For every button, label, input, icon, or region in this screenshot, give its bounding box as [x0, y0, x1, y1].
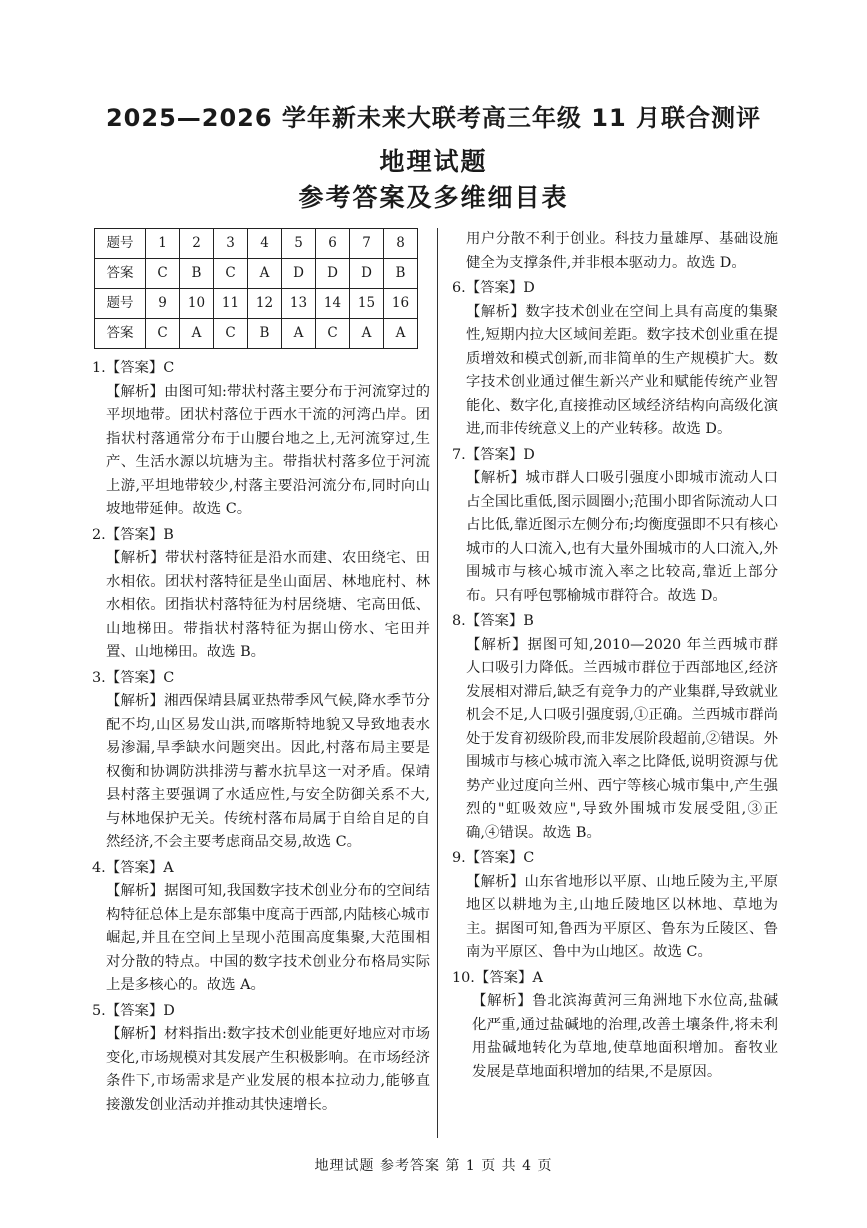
right-answer-list: [452, 277, 778, 1084]
answer-cell: 12: [248, 289, 282, 319]
answer-cell: 10: [180, 289, 214, 319]
answer-label: 6.【答案】D: [452, 280, 535, 296]
analysis-text: 【解析】湘西保靖县属亚热带季风气候,降水季节分配不均,山区易发山洪,而喀斯特地貌又导致地表水易渗漏,旱季缺水问题突出。因此,村落布局主要是权衡和协调防洪排涝与蓄水抗旱这一对矛盾。保靖县村落主要强调了水适应性,与安全防御关系不大,与林地保护无关。传统村落布局属于自给自足的自然经济,不会主要考虑商品交易,故选 C。: [106, 693, 430, 850]
answer-table-row: [95, 229, 418, 259]
analysis-text: 【解析】带状村落特征是沿水而建、农田绕宅、田水相依。团状村落特征是坐山面居、林地庇村、林水相依。团指状村落特征为村居绕塘、宅高田低、山地梯田。带指状村落特征为据山傍水、宅田并置、山地梯田。故选 B。: [106, 550, 430, 660]
answer-cell: B: [384, 259, 418, 289]
answer-cell: D: [316, 259, 350, 289]
answer-cell: C: [214, 259, 248, 289]
analysis-text: 【解析】据图可知,我国数字技术创业分布的空间结构特征总体上是东部集中度高于西部,内陆核心城市崛起,并且在空间上呈现小范围高度集聚,大范围相对分散的特点。中国的数字技术创业分布格局实际上是多核心的。故选 A。: [106, 883, 430, 993]
answer-label: 1.【答案】C: [92, 360, 175, 376]
answer-label: 8.【答案】B: [452, 613, 534, 629]
column-divider: [437, 228, 438, 1138]
answer-cell: 8: [384, 229, 418, 259]
answer-cell: 14: [316, 289, 350, 319]
answer-table-row: [95, 319, 418, 349]
answer-cell: B: [180, 259, 214, 289]
answer-cell: D: [282, 259, 316, 289]
answer-table: [94, 228, 418, 349]
answer-cell: 5: [282, 229, 316, 259]
answer-cell: C: [146, 259, 180, 289]
analysis-text: 【解析】据图可知,2010—2020 年兰西城市群人口吸引力降低。兰西城市群位于西部地区,经济发展相对滞后,缺乏有竞争力的产业集群,导致就业机会不足,人口吸引强度弱,①正确。兰西城市群尚处于发育初级阶段,而非发展阶段超前,②错误。外围城市与核心城市流入率之比降低,说明资源与优势产业过度向兰州、西宁等核心城市集中,产生强烈的"虹吸效应",导致外围城市发展受阻,③正确,④错误。故选 B。: [466, 636, 778, 841]
answer-cell: D: [350, 259, 384, 289]
analysis-text: 【解析】材料指出:数字技术创业能更好地应对市场变化,市场规模对其发展产生积极影响。在市场经济条件下,市场需求是产业发展的根本拉动力,能够直接激发创业活动并推动其快速增长。: [106, 1026, 430, 1113]
answer-table-row: [95, 259, 418, 289]
row-header-cell: 题号: [95, 229, 146, 259]
doc-subtitle: 参考答案及多维细目表: [298, 183, 569, 212]
continued-analysis: 用户分散不利于创业。科技力量雄厚、基础设施健全为支撑条件,并非根本驱动力。故选 D。: [466, 231, 778, 271]
answer-cell: A: [384, 319, 418, 349]
answer-cell: A: [248, 259, 282, 289]
answer-label: 10.【答案】A: [452, 969, 543, 986]
row-header-cell: 题号: [95, 289, 146, 319]
answer-cell: C: [146, 319, 180, 349]
row-header-cell: 答案: [95, 259, 146, 289]
answer-cell: A: [180, 319, 214, 349]
left-answer-list: [92, 357, 430, 1117]
answer-cell: 9: [146, 289, 180, 319]
answer-cell: 2: [180, 229, 214, 259]
answer-cell: 4: [248, 229, 282, 259]
row-header-cell: 答案: [95, 319, 146, 349]
answer-label: 7.【答案】D: [452, 446, 535, 463]
page-footer: 地理试题 参考答案 第 1 页 共 4 页: [314, 1158, 553, 1174]
answer-label: 4.【答案】A: [92, 859, 174, 876]
right-column: [452, 228, 778, 1084]
answer-label: 5.【答案】D: [92, 1002, 175, 1019]
answer-cell: B: [248, 319, 282, 349]
answer-cell: A: [282, 319, 316, 349]
exam-title: 2025—2026 学年新未来大联考高三年级 11 月联合测评: [105, 104, 762, 132]
answer-cell: 11: [214, 289, 248, 319]
answer-cell: C: [214, 319, 248, 349]
answer-cell: 7: [350, 229, 384, 259]
answer-cell: 1: [146, 229, 180, 259]
answer-cell: 13: [282, 289, 316, 319]
answer-cell: C: [316, 319, 350, 349]
subject-title: 地理试题: [379, 147, 488, 176]
analysis-text: 【解析】数字技术创业在空间上具有高度的集聚性,短期内拉大区域间差距。数字技术创业重在提质增效和模式创新,而非简单的生产规模扩大。数字技术创业通过催生新兴产业和赋能传统产业智能化、数字化,直接推动区域经济结构向高级化演进,而非传统意义上的产业转移。故选 D。: [466, 303, 778, 437]
answer-cell: 3: [214, 229, 248, 259]
answer-label: 9.【答案】C: [452, 850, 535, 866]
analysis-text: 【解析】由图可知:带状村落主要分布于河流穿过的平坝地带。团状村落位于西水干流的河湾凸岸。团指状村落通常分布于山腰台地之上,无河流穿过,生产、生活水源以坑塘为主。带指状村落多位于河流上游,平坦地带较少,村落主要沿河流分布,同时向山坡地带延伸。故选 C。: [106, 383, 430, 517]
analysis-text: 【解析】城市群人口吸引强度小即城市流动人口占全国比重低,图示圆圈小;范围小即省际流动人口占比低,靠近图示左侧分布;均衡度强即不只有核心城市的人口流入,也有大量外围城市的人口流入,外围城市与核心城市流入率之比较高,靠近上部分布。只有呼包鄂榆城市群符合。故选 D。: [466, 470, 778, 604]
answer-cell: 16: [384, 289, 418, 319]
answer-label: 3.【答案】C: [92, 669, 175, 686]
answer-cell: 15: [350, 289, 384, 319]
analysis-text: 【解析】鲁北滨海黄河三角洲地下水位高,盐碱化严重,通过盐碱地的治理,改善土壤条件,将未利用盐碱地转化为草地,使草地面积增加。畜牧业发展是草地面积增加的结果,不是原因。: [472, 993, 778, 1080]
answer-table-row: [95, 289, 418, 319]
left-column: [92, 228, 430, 1117]
answer-label: 2.【答案】B: [92, 526, 174, 543]
analysis-text: 【解析】山东省地形以平原、山地丘陵为主,平原地区以耕地为主,山地丘陵地区以林地、草地为主。据图可知,鲁西为平原区、鲁东为丘陵区、鲁南为平原区、鲁中为山地区。故选 C。: [466, 873, 778, 960]
answer-cell: A: [350, 319, 384, 349]
answer-cell: 6: [316, 229, 350, 259]
